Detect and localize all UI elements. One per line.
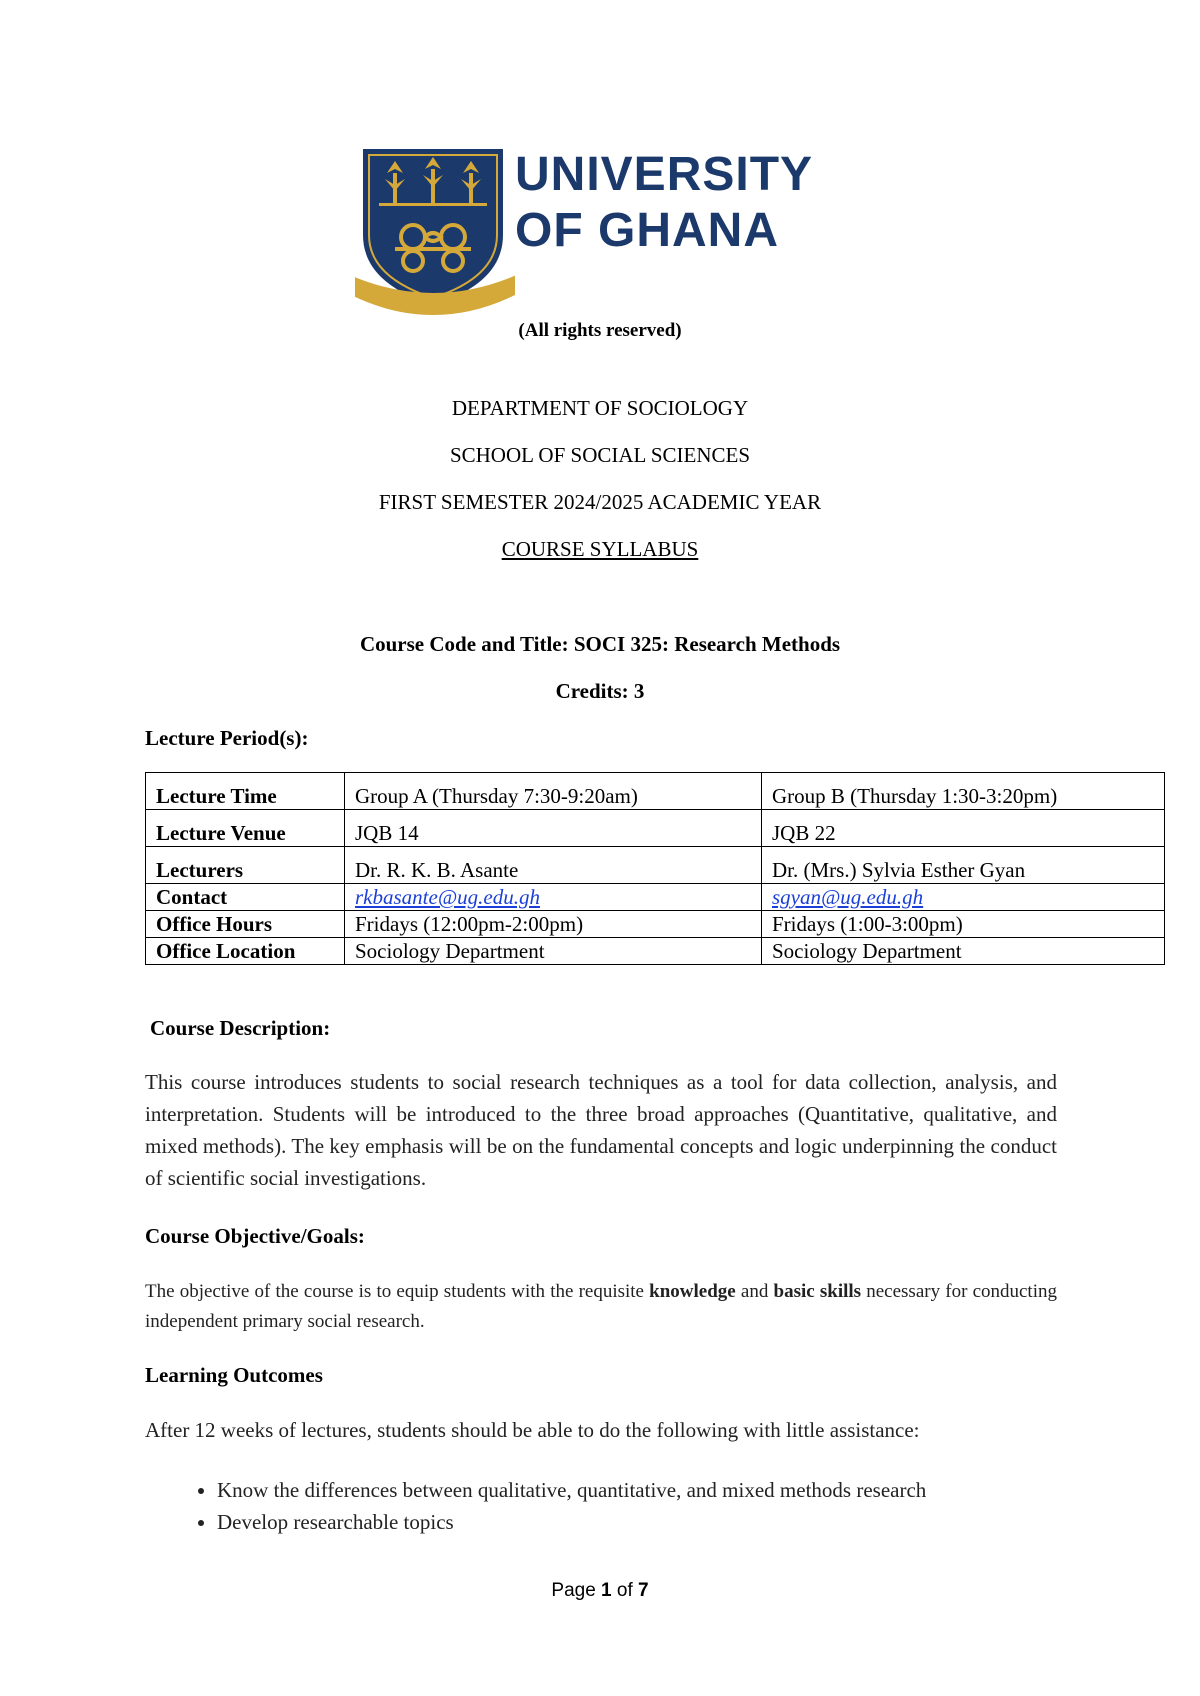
row-key: Lecture Time [146, 773, 345, 810]
lecture-table [145, 772, 1165, 965]
outcomes-heading: Learning Outcomes [145, 1363, 323, 1387]
objective-bold-knowledge: knowledge [649, 1281, 736, 1302]
page-prefix: Page [551, 1580, 602, 1601]
row-key: Lecturers [146, 847, 345, 884]
page-total: 7 [638, 1580, 649, 1601]
table-row [146, 810, 1165, 847]
page-of: of [611, 1580, 639, 1601]
course-credits: Credits: 3 [555, 679, 645, 703]
row-key: Contact [146, 884, 345, 911]
page-footer [0, 1580, 1200, 1602]
wordmark-line1: UNIVERSITY [515, 148, 814, 201]
lecture-periods-label: Lecture Period(s): [145, 726, 309, 750]
semester-heading: FIRST SEMESTER 2024/2025 ACADEMIC YEAR [378, 490, 822, 514]
group-b-cell: Sociology Department [762, 938, 1165, 965]
page-number: 1 [601, 1580, 612, 1601]
asante-email-link[interactable]: rkbasante@ug.edu.gh [355, 885, 540, 909]
outcomes-intro: After 12 weeks of lectures, students should be able to do the following with little assistance: [145, 1418, 920, 1442]
list-item: • Develop researchable topics [217, 1506, 926, 1538]
outcomes-list [145, 1474, 926, 1538]
university-wordmark [515, 147, 813, 259]
wordmark-line2: OF GHANA [515, 204, 779, 257]
list-item: • Know the differences between qualitative, quantitative, and mixed methods research [217, 1474, 926, 1506]
group-b-cell: Fridays (1:00-3:00pm) [762, 911, 1165, 938]
school-heading: SCHOOL OF SOCIAL SCIENCES [449, 443, 751, 467]
description-text: This course introduces students to social research techniques as a tool for data collection, analysis, and interpretation. Students will be introduced to the three broad approaches (Quantitative, qualitative, and mixed methods). The key emphasis will be on the fundamental concepts and logic underpinning the conduct of scientific social investigations. [145, 1070, 1057, 1190]
course-code-title: Course Code and Title: SOCI 325: Research Methods [359, 632, 841, 656]
row-key: Lecture Venue [146, 810, 345, 847]
table-row [146, 911, 1165, 938]
row-key: Office Hours [146, 911, 345, 938]
table-row [146, 938, 1165, 965]
objective-text-3: necessary for conducting independent primary social research. [145, 1281, 1057, 1332]
university-logo [355, 145, 835, 320]
group-a-cell: Sociology Department [345, 938, 762, 965]
department-heading: DEPARTMENT OF SOCIOLOGY [451, 396, 749, 420]
university-crest-icon [355, 145, 515, 320]
group-a-cell: Dr. R. K. B. Asante [345, 847, 762, 884]
table-row [146, 773, 1165, 810]
group-a-cell: Group A (Thursday 7:30-9:20am) [345, 773, 762, 810]
table-row [146, 847, 1165, 884]
objective-text-2: and [735, 1281, 774, 1302]
group-a-cell: Fridays (12:00pm-2:00pm) [345, 911, 762, 938]
description-heading: Course Description: [150, 1016, 331, 1040]
group-b-cell: Dr. (Mrs.) Sylvia Esther Gyan [762, 847, 1165, 884]
group-a-cell: JQB 14 [345, 810, 762, 847]
objective-text-1: The objective of the course is to equip students with the requisite [145, 1281, 650, 1302]
gyan-email-link[interactable]: sgyan@ug.edu.gh [772, 885, 924, 909]
rights-notice: (All rights reserved) [518, 320, 682, 341]
objective-bold-skills: basic skills [773, 1281, 862, 1302]
objective-text [145, 1277, 1057, 1337]
row-key: Office Location [146, 938, 345, 965]
objective-heading: Course Objective/Goals: [145, 1224, 365, 1248]
table-row [146, 884, 1165, 911]
group-b-cell: Group B (Thursday 1:30-3:20pm) [762, 773, 1165, 810]
syllabus-heading: COURSE SYLLABUS [501, 537, 699, 561]
group-b-cell: JQB 22 [762, 810, 1165, 847]
